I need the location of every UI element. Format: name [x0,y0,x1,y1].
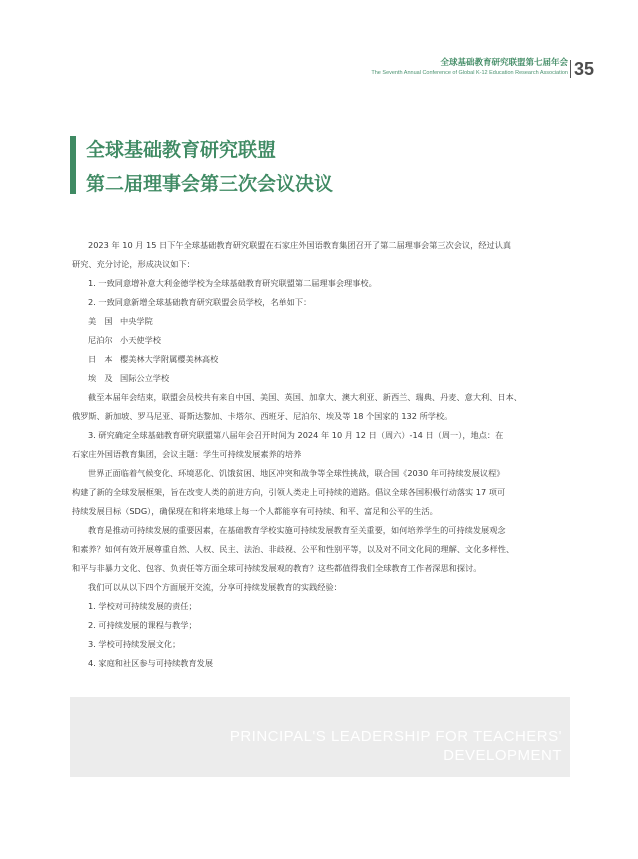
paragraph-1-line-3: 持续发展目标（SDG），确保现在和将来地球上每一个人都能享有可持续、和平、富足和公平的生活。 [72,506,438,516]
members-line-1: 截至本届年会结束，联盟会员校共有来自中国、美国、英国、加拿大、澳大利亚、新西兰、瑞典、丹麦、意大利、日本、 [88,392,522,402]
resolution-body [72,236,572,673]
running-header [371,58,568,77]
list-item: 1. 学校对可持续发展的责任； [88,601,197,611]
country-name: 埃 及 [88,373,113,383]
item-2: 2. 一致同意新增全球基础教育研究联盟会员学校，名单如下： [88,297,312,307]
member-school-row [88,312,572,331]
header-subtitle: The Seventh Annual Conference of Global K-12 Education Research Association [371,70,568,76]
school-name: 国际公立学校 [120,373,170,383]
paragraph-3: 我们可以从以下四个方面展开交流，分享可持续发展教育的实践经验： [88,582,342,592]
country-name: 美 国 [88,316,113,326]
school-name: 中央学院 [120,316,153,326]
member-school-row [88,331,572,350]
paragraph-1-line-2: 构建了新的全球发展框架，旨在改变人类的前进方向，引领人类走上可持续的道路。倡议全球各国积极行动落实 17 项可 [72,487,506,497]
school-name: 小天使学校 [120,335,161,345]
intro-line-1: 2023 年 10 月 15 日下午全球基础教育研究联盟在石家庄外国语教育集团召开了第二届理事会第三次会议，经过认真 [88,240,512,250]
paragraph-1-line-1: 世界正面临着气候变化、环境恶化、饥饿贫困、地区冲突和战争等全球性挑战，联合国《2030 年可持续发展议程》 [88,468,505,478]
list-item: 3. 学校可持续发展文化； [88,639,181,649]
footer-band [70,697,570,777]
header-divider [570,60,571,78]
title-accent-bar [70,136,76,194]
paragraph-2-line-2: 和素养？如何有效开展尊重自然、人权、民主、法治、非歧视、公平和性别平等，以及对不同文化间的理解、文化多样性、 [72,544,515,554]
school-name: 樱美林大学附属樱美林高校 [120,354,219,364]
member-school-row [88,350,572,369]
item-1: 1. 一致同意增补意大利金德学校为全球基础教育研究联盟第二届理事会理事校。 [88,278,377,288]
footer-line-1: PRINCIPAL'S LEADERSHIP FOR TEACHERS' [229,728,562,745]
intro-line-2: 研究、充分讨论，形成决议如下： [72,259,195,269]
paragraph-2-line-3: 和平与非暴力文化、包容、负责任等方面全球可持续发展观的教育？这些都值得我们全球教育工作者深思和探讨。 [72,563,482,573]
footer-watermark-text [230,727,562,765]
header-title: 全球基础教育研究联盟第七届年会 [440,58,568,68]
paragraph-2-line-1: 教育是推动可持续发展的重要因素，在基础教育学校实施可持续发展教育至关重要，如何培养学生的可持续发展观念 [88,525,506,535]
page-number: 35 [574,59,595,79]
item-3-line-1: 3. 研究确定全球基础教育研究联盟第八届年会召开时间为 2024 年 10 月 12 日（周六）-14 日（周一），地点：在 [88,430,504,440]
item-3-line-2: 石家庄外国语教育集团，会议主题：学生可持续发展素养的培养 [72,449,302,459]
page-title-line-1: 全球基础教育研究联盟 [86,139,277,161]
country-name: 日 本 [88,354,113,364]
members-line-2: 俄罗斯、新加坡、罗马尼亚、哥斯达黎加、卡塔尔、西班牙、尼泊尔、埃及等 18 个国家的 132 所学校。 [72,411,453,421]
list-item: 4. 家庭和社区参与可持续教育发展 [88,658,214,668]
member-school-row [88,369,572,388]
page-title-line-2: 第二届理事会第三次会议决议 [86,173,334,195]
list-item: 2. 可持续发展的课程与教学； [88,620,197,630]
footer-line-2: DEVELOPMENT [443,747,562,764]
country-name: 尼泊尔 [88,335,113,345]
